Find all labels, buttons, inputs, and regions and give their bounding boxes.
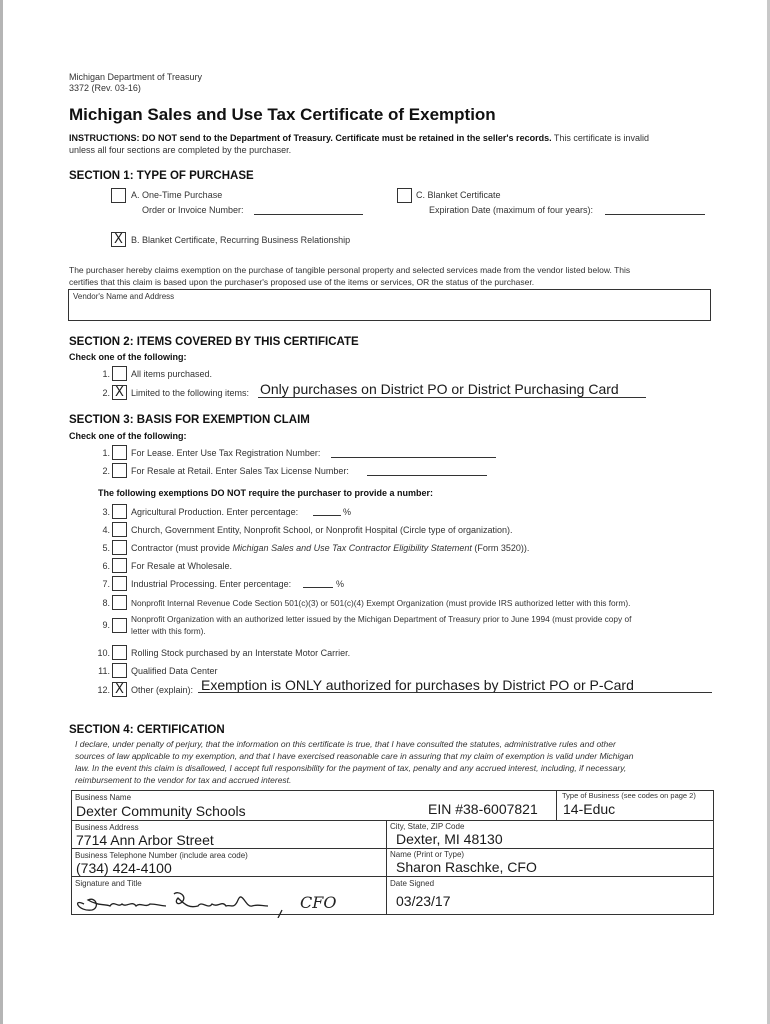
no-number-note: The following exemptions DO NOT require the purchaser to provide a number: (98, 488, 434, 498)
resale-retail-label: For Resale at Retail. Enter Sales Tax License Number: (131, 466, 349, 476)
certification-line2: sources of law applicable to my exemption, and that I have exercised reasonable care in assuring that my claim of exemption is valid under Michigan (75, 751, 634, 761)
contractor-form-name: Michigan Sales and Use Tax Contractor Eligibility Statement (232, 543, 472, 553)
date-signed[interactable]: 03/23/17 (396, 893, 451, 909)
item-number: 3. (102, 507, 110, 517)
business-phone[interactable]: (734) 424-4100 (76, 860, 172, 876)
table-divider (556, 790, 557, 821)
contractor-text-c: (Form 3520)). (471, 543, 530, 553)
agency-name: Michigan Department of Treasury (69, 72, 203, 82)
phone-label: Business Telephone Number (include area code) (75, 851, 248, 860)
section3-check-one: Check one of the following: (69, 431, 187, 441)
item-number: 1. (102, 369, 110, 379)
checkbox-for-lease[interactable] (112, 445, 127, 460)
resale-wholesale-label: For Resale at Wholesale. (131, 561, 233, 571)
certification-line4: reimbursement to the vendor for tax and accrued interest. (75, 775, 292, 785)
blanket-b-label: B. Blanket Certificate, Recurring Business Relationship (131, 235, 351, 245)
business-type-label: Type of Business (see codes on page 2) (562, 791, 696, 800)
item-number: 12. (97, 685, 110, 695)
checkbox-agricultural[interactable] (112, 504, 127, 519)
checkbox-contractor[interactable] (112, 540, 127, 555)
table-divider (386, 821, 387, 915)
section1-heading: SECTION 1: TYPE OF PURCHASE (69, 170, 254, 182)
other-label: Other (explain): (131, 685, 194, 695)
table-divider (71, 848, 714, 849)
checkbox-rolling-stock[interactable] (112, 645, 127, 660)
data-center-label: Qualified Data Center (131, 666, 218, 676)
checkbox-other[interactable]: X (112, 682, 127, 697)
address-label: Business Address (75, 823, 139, 832)
agricultural-percent-line[interactable] (313, 515, 341, 516)
checkbox-blanket-b[interactable]: X (111, 232, 126, 247)
contractor-label (131, 543, 529, 553)
order-number-label: Order or Invoice Number: (142, 205, 244, 215)
claim-line2: certifies that this claim is based upon the purchaser's proposed use of the items or services, OR the status of the purchaser. (69, 277, 535, 287)
checkbox-all-items[interactable] (112, 366, 127, 381)
other-explain-line[interactable] (198, 692, 712, 693)
item-number: 10. (97, 648, 110, 658)
item-number: 2. (102, 466, 110, 476)
industrial-percent-line[interactable] (303, 587, 333, 588)
table-divider (71, 820, 714, 821)
item-number: 7. (102, 579, 110, 589)
name-label: Name (Print or Type) (390, 850, 465, 859)
instructions-line2: unless all four sections are completed by the purchaser. (69, 145, 292, 155)
nonprofit-letter-line1: Nonprofit Organization with an authorized letter issued by the Michigan Department of Treasury prior to June 1994 (must provide copy of (131, 614, 632, 624)
table-divider (71, 876, 714, 877)
use-tax-number-line[interactable] (331, 457, 496, 458)
section2-check-one: Check one of the following: (69, 352, 187, 362)
checkbox-nonprofit-irs[interactable] (112, 595, 127, 610)
other-explain-value: Exemption is ONLY authorized for purchases by District PO or P-Card (201, 677, 634, 693)
church-government-label: Church, Government Entity, Nonprofit School, or Nonprofit Hospital (Circle type of organization). (131, 525, 513, 535)
percent-sign: % (336, 579, 345, 589)
checkbox-nonprofit-letter[interactable] (112, 618, 127, 633)
signature-image (70, 886, 290, 918)
instructions (69, 133, 649, 143)
instructions-rest: This certificate is invalid (551, 133, 649, 143)
certification-line1: I declare, under penalty of perjury, that the information on this certificate is true, that I have consulted the statutes, administrative rules and other (75, 739, 616, 749)
blanket-c-label: C. Blanket Certificate (416, 190, 501, 200)
item-number: 6. (102, 561, 110, 571)
business-address[interactable]: 7714 Ann Arbor Street (76, 832, 214, 848)
city-label: City, State, ZIP Code (390, 822, 465, 831)
city-state-zip[interactable]: Dexter, MI 48130 (396, 831, 503, 847)
one-time-label: A. One-Time Purchase (131, 190, 223, 200)
checkbox-blanket-c[interactable] (397, 188, 412, 203)
scan-edge-left (0, 0, 3, 1024)
signature-label: Signature and Title (75, 879, 142, 888)
section4-heading: SECTION 4: CERTIFICATION (69, 724, 225, 736)
checkbox-resale-wholesale[interactable] (112, 558, 127, 573)
checkbox-industrial[interactable] (112, 576, 127, 591)
industrial-label: Industrial Processing. Enter percentage: (131, 579, 292, 589)
business-name[interactable]: Dexter Community Schools (76, 803, 246, 819)
sales-tax-license-line[interactable] (367, 475, 487, 476)
percent-sign: % (343, 507, 352, 517)
limited-items-label: Limited to the following items: (131, 388, 250, 398)
checkbox-data-center[interactable] (112, 663, 127, 678)
item-number: 1. (102, 448, 110, 458)
vendor-label: Vendor's Name and Address (73, 292, 175, 301)
section3-heading: SECTION 3: BASIS FOR EXEMPTION CLAIM (69, 414, 310, 426)
contractor-text-a: Contractor (must provide (131, 543, 233, 553)
claim-line1: The purchaser hereby claims exemption on the purchase of tangible personal property and selected services made from the vendor listed below. This (69, 265, 631, 275)
form-number: 3372 (Rev. 03-16) (69, 83, 141, 93)
for-lease-label: For Lease. Enter Use Tax Registration Number: (131, 448, 321, 458)
section2-heading: SECTION 2: ITEMS COVERED BY THIS CERTIFICATE (69, 336, 359, 348)
signer-name[interactable]: Sharon Raschke, CFO (396, 859, 537, 875)
item-number: 8. (102, 598, 110, 608)
signature-title: CFO (300, 893, 337, 912)
form-title: Michigan Sales and Use Tax Certificate of Exemption (69, 105, 496, 124)
instructions-bold: INSTRUCTIONS: DO NOT send to the Department of Treasury. Certificate must be retained in the seller's records. (69, 133, 552, 143)
item-number: 9. (102, 620, 110, 630)
limited-items-line[interactable] (258, 397, 646, 398)
checkbox-resale-retail[interactable] (112, 463, 127, 478)
item-number: 5. (102, 543, 110, 553)
checkbox-church-government[interactable] (112, 522, 127, 537)
ein-number[interactable]: EIN #38-6007821 (428, 801, 538, 817)
nonprofit-irs-label: Nonprofit Internal Revenue Code Section 501(c)(3) or 501(c)(4) Exempt Organization (must provide IRS authorized letter with this form). (131, 598, 631, 608)
business-name-label: Business Name (75, 793, 132, 802)
certification-line3: law. In the event this claim is disallowed, I accept full responsibility for the payment of tax, penalty and any accrued interest, including, if necessary, (75, 763, 627, 773)
order-number-line[interactable] (254, 214, 363, 215)
expiration-line[interactable] (605, 214, 705, 215)
item-number: 4. (102, 525, 110, 535)
item-number: 2. (102, 388, 110, 398)
rolling-stock-label: Rolling Stock purchased by an Interstate Motor Carrier. (131, 648, 351, 658)
limited-items-value: Only purchases on District PO or District Purchasing Card (260, 381, 619, 397)
agricultural-label: Agricultural Production. Enter percentage: (131, 507, 299, 517)
expiration-label: Expiration Date (maximum of four years): (429, 205, 594, 215)
item-number: 11. (98, 666, 110, 676)
nonprofit-letter-line2: letter with this form). (131, 626, 206, 636)
checkbox-one-time[interactable] (111, 188, 126, 203)
all-items-label: All items purchased. (131, 369, 213, 379)
vendor-box[interactable] (68, 289, 711, 321)
checkbox-limited-items[interactable]: X (112, 385, 127, 400)
business-type[interactable]: 14-Educ (563, 801, 616, 817)
date-label: Date Signed (390, 879, 435, 888)
